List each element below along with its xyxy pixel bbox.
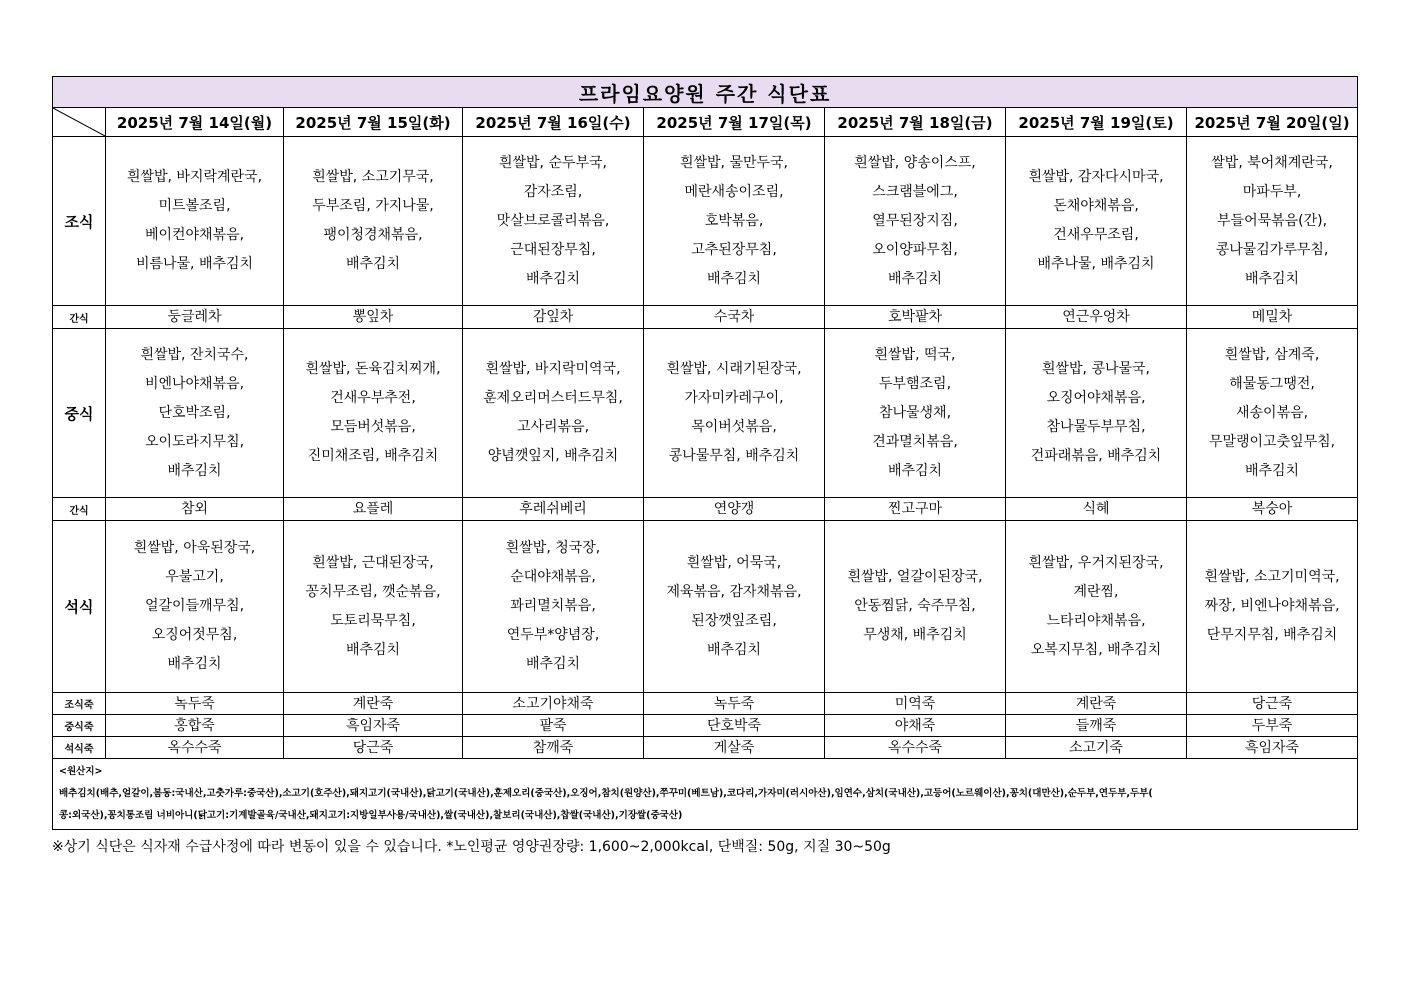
- porridge-cell: 옥수수죽: [106, 737, 284, 759]
- porridge-cell: 흑임자죽: [1187, 737, 1358, 759]
- snack-row-2: [53, 498, 1358, 521]
- porridge-cell: 당근죽: [1187, 693, 1358, 715]
- dinner-cell: [106, 521, 284, 693]
- menu-line: 단무지무침, 배추김치: [1206, 627, 1338, 643]
- menu-line: 흰쌀밥, 바지락미역국,: [485, 361, 621, 377]
- menu-line: 쌀밥, 북어채계란국,: [1211, 154, 1333, 171]
- porridge-cell: 녹두죽: [106, 693, 284, 715]
- porridge-cell: 팥죽: [463, 715, 644, 737]
- menu-line: 베이컨야채볶음,: [144, 227, 245, 243]
- menu-line: 흰쌀밥, 소고기미역국,: [1204, 569, 1340, 585]
- meal-label-snack: 간식: [53, 498, 106, 521]
- menu-line: 고사리볶음,: [516, 419, 590, 435]
- snack-cell: 수국차: [644, 306, 825, 329]
- menu-line: 흰쌀밥, 물만두국,: [679, 154, 789, 171]
- porridge-cell: 당근죽: [284, 737, 463, 759]
- menu-line: 흰쌀밥, 시래기된장국,: [666, 361, 802, 377]
- snack-cell: 찐고구마: [825, 498, 1006, 521]
- menu-line: 흰쌀밥, 근대된장국,: [312, 554, 434, 571]
- snack-cell: 연양갱: [644, 498, 825, 521]
- dinner-cell: [1187, 521, 1358, 693]
- snack-cell: 복숭아: [1187, 498, 1358, 521]
- menu-line: 오이도라지무침,: [144, 433, 245, 450]
- porridge-breakfast-row: [53, 693, 1358, 715]
- menu-line: 호박볶음,: [704, 212, 764, 229]
- dinner-cell: [644, 521, 825, 693]
- menu-line: 꽁치무조림, 깻순볶음,: [305, 583, 441, 600]
- menu-line: 흰쌀밥, 순두부국,: [498, 154, 608, 171]
- menu-line: 우불고기,: [165, 569, 224, 585]
- menu-line: 흰쌀밥, 어묵국,: [686, 554, 782, 571]
- porridge-cell: 계란죽: [1006, 693, 1187, 715]
- footnote: ※상기 식단은 식자재 수급사정에 따라 변동이 있을 수 있습니다. *노인평균 영양권장량: 1,600~2,000kcal, 단백질: 50g, 지질 30~50g: [52, 839, 891, 855]
- menu-line: 부들어묵볶음(간),: [1217, 212, 1328, 229]
- dinner-cell: [1006, 521, 1187, 693]
- menu-line: 얼갈이들깨무침,: [144, 598, 245, 614]
- porridge-cell: 두부죽: [1187, 715, 1358, 737]
- menu-line: 가자미카레구이,: [684, 390, 784, 406]
- menu-line: 두부햄조림,: [878, 375, 952, 392]
- menu-line: 두부조림, 가지나물,: [312, 198, 434, 214]
- date-header: 2025년 7월 15일(화): [284, 108, 463, 137]
- menu-line: 오징어젓무침,: [151, 627, 238, 643]
- snack-cell: 감잎차: [463, 306, 644, 329]
- lunch-cell: [1006, 329, 1187, 498]
- meal-label-porridge-dinner: 석식죽: [53, 737, 106, 759]
- porridge-cell: 홍합죽: [106, 715, 284, 737]
- menu-line: 건새우부추전,: [330, 390, 416, 406]
- menu-line: 돈채야채볶음,: [1053, 198, 1139, 214]
- menu-line: 배추김치: [1244, 462, 1300, 479]
- menu-line: 된장깻잎조림,: [691, 612, 777, 629]
- corner-cell: [53, 108, 106, 137]
- menu-line: 미트볼조림,: [158, 198, 231, 214]
- menu-line: 무생채, 배추김치: [863, 627, 967, 643]
- lunch-cell: [463, 329, 644, 498]
- menu-line: 흰쌀밥, 떡국,: [874, 346, 956, 363]
- menu-line: 콩나물김가루무침,: [1215, 241, 1329, 258]
- porridge-cell: 미역죽: [825, 693, 1006, 715]
- menu-line: 건파래볶음, 배추김치: [1030, 448, 1162, 464]
- porridge-cell: 들깨죽: [1006, 715, 1187, 737]
- origin-row: [53, 759, 1358, 830]
- dinner-cell: [463, 521, 644, 693]
- dinner-cell: [825, 521, 1006, 693]
- menu-line: 견과멸치볶음,: [872, 433, 958, 450]
- menu-line: 근대된장무침,: [510, 241, 596, 258]
- menu-line: 오징어야채볶음,: [1046, 390, 1146, 406]
- menu-line: 배추김치: [887, 462, 943, 479]
- menu-line: 오복지무침, 배추김치: [1030, 641, 1162, 658]
- porridge-cell: 야채죽: [825, 715, 1006, 737]
- menu-line: 제육볶음, 감자채볶음,: [666, 583, 802, 600]
- menu-line: 흰쌀밥, 콩나물국,: [1041, 361, 1151, 377]
- weekly-menu-table: [52, 76, 1358, 830]
- menu-line: 배추김치: [525, 656, 581, 672]
- menu-line: 스크램블에그,: [872, 183, 958, 200]
- lunch-cell: [284, 329, 463, 498]
- breakfast-cell: [284, 137, 463, 306]
- menu-line: 흰쌀밥, 아욱된장국,: [133, 540, 256, 556]
- porridge-cell: 옥수수죽: [825, 737, 1006, 759]
- lunch-cell: [1187, 329, 1358, 498]
- menu-line: 순대야채볶음,: [510, 569, 596, 585]
- date-header: 2025년 7월 16일(수): [463, 108, 644, 137]
- menu-line: 배추김치: [706, 270, 762, 287]
- porridge-cell: 소고기죽: [1006, 737, 1187, 759]
- breakfast-cell: [644, 137, 825, 306]
- porridge-cell: 흑임자죽: [284, 715, 463, 737]
- dinner-row: [53, 521, 1358, 693]
- origin-heading: <원산지>: [59, 766, 103, 777]
- meal-label-breakfast: 조식: [53, 137, 106, 306]
- menu-line: 배추김치: [167, 656, 222, 672]
- menu-line: 흰쌀밥, 양송이스프,: [854, 154, 976, 171]
- menu-line: 흰쌀밥, 청국장,: [505, 540, 601, 556]
- menu-line: 흰쌀밥, 바지락계란국,: [126, 169, 263, 185]
- snack-row-1: [53, 306, 1358, 329]
- porridge-cell: 게살죽: [644, 737, 825, 759]
- lunch-row: [53, 329, 1358, 498]
- lunch-cell: [644, 329, 825, 498]
- snack-cell: 연근우엉차: [1006, 306, 1187, 329]
- menu-line: 고추된장무침,: [691, 241, 777, 258]
- porridge-cell: 녹두죽: [644, 693, 825, 715]
- date-header: 2025년 7월 17일(목): [644, 108, 825, 137]
- menu-line: 감자조림,: [523, 183, 583, 200]
- origin-info: [53, 759, 1358, 830]
- menu-line: 열무된장지짐,: [872, 212, 958, 229]
- menu-line: 흰쌀밥, 얼갈이된장국,: [847, 569, 983, 585]
- menu-line: 콩나물무침, 배추김치: [668, 448, 800, 464]
- menu-line: 배추김치: [1244, 270, 1300, 287]
- date-header: 2025년 7월 20일(일): [1187, 108, 1358, 137]
- menu-line: 비름나물, 배추김치: [135, 256, 254, 272]
- menu-line: 모듬버섯볶음,: [330, 419, 416, 435]
- menu-line: 도토리묵무침,: [330, 612, 416, 629]
- menu-line: 짜장, 비엔나야채볶음,: [1204, 598, 1340, 614]
- menu-line: 단호박조림,: [158, 404, 231, 421]
- menu-line: 계란찜,: [1073, 583, 1119, 600]
- date-header: 2025년 7월 18일(금): [825, 108, 1006, 137]
- menu-line: 배추나물, 배추김치: [1037, 256, 1155, 272]
- menu-line: 양념깻잎지, 배추김치: [487, 448, 619, 464]
- meal-label-snack: 간식: [53, 306, 106, 329]
- menu-line: 배추김치: [345, 256, 401, 272]
- menu-line: 흰쌀밥, 삼계죽,: [1224, 346, 1320, 363]
- lunch-cell: [825, 329, 1006, 498]
- menu-line: 메란새송이조림,: [684, 183, 784, 200]
- menu-line: 목이버섯볶음,: [691, 419, 777, 435]
- menu-line: 배추김치: [525, 270, 581, 287]
- menu-line: 흰쌀밥, 우거지된장국,: [1028, 554, 1164, 571]
- menu-line: 흰쌀밥, 감자다시마국,: [1028, 169, 1164, 185]
- menu-line: 느타리야채볶음,: [1046, 612, 1146, 629]
- menu-line: 연두부*양념장,: [506, 627, 600, 643]
- origin-line: 배추김치(배추,얼갈이,봄동:국내산,고춧가루:중국산),소고기(호주산),돼지고기(국내산),닭고기(국내산),훈제오리(중국산),오징어,참치(원양산),쭈꾸미(베트남),코다리,가자미(러시아산),임연수,삼치(국내산),고등어(노르웨이산),꽁치(대만산),순두부,연두부,두부(: [59, 788, 1153, 799]
- meal-label-porridge-lunch: 중식죽: [53, 715, 106, 737]
- breakfast-cell: [1187, 137, 1358, 306]
- menu-line: 비엔나야채볶음,: [144, 375, 245, 392]
- menu-line: 배추김치: [706, 641, 762, 658]
- menu-line: 참나물생채,: [878, 404, 952, 421]
- meal-label-porridge-breakfast: 조식죽: [53, 693, 106, 715]
- porridge-dinner-row: [53, 737, 1358, 759]
- menu-line: 오이양파무침,: [872, 241, 958, 258]
- porridge-cell: 소고기야채죽: [463, 693, 644, 715]
- snack-cell: 둥글레차: [106, 306, 284, 329]
- date-header-row: [53, 108, 1358, 137]
- dinner-cell: [284, 521, 463, 693]
- snack-cell: 후레쉬베리: [463, 498, 644, 521]
- menu-line: 맛살브로콜리볶음,: [496, 212, 610, 229]
- menu-line: 새송이볶음,: [1236, 404, 1309, 421]
- menu-line: 해물동그땡전,: [1229, 375, 1315, 392]
- menu-title: 프라임요양원 주간 식단표: [53, 77, 1358, 108]
- menu-line: 흰쌀밥, 돈육김치찌개,: [305, 361, 441, 377]
- menu-line: 참나물두부무침,: [1046, 419, 1146, 435]
- porridge-cell: 참깨죽: [463, 737, 644, 759]
- menu-line: 훈제오리머스터드무침,: [483, 390, 623, 406]
- breakfast-row: [53, 137, 1358, 306]
- breakfast-cell: [106, 137, 284, 306]
- menu-line: 건새우무조림,: [1053, 227, 1139, 243]
- date-header: 2025년 7월 14일(월): [106, 108, 284, 137]
- menu-line: 배추김치: [345, 641, 401, 658]
- breakfast-cell: [825, 137, 1006, 306]
- breakfast-cell: [463, 137, 644, 306]
- meal-label-dinner: 석식: [53, 521, 106, 693]
- porridge-cell: 계란죽: [284, 693, 463, 715]
- snack-cell: 호박팥차: [825, 306, 1006, 329]
- porridge-lunch-row: [53, 715, 1358, 737]
- menu-line: 진미채조림, 배추김치: [307, 448, 439, 464]
- menu-line: 흰쌀밥, 잔치국수,: [140, 346, 249, 363]
- snack-cell: 뽕잎차: [284, 306, 463, 329]
- menu-line: 마파두부,: [1242, 183, 1302, 200]
- menu-line: 배추김치: [167, 462, 222, 479]
- date-header: 2025년 7월 19일(토): [1006, 108, 1187, 137]
- menu-line: 팽이청경채볶음,: [323, 227, 423, 243]
- porridge-cell: 단호박죽: [644, 715, 825, 737]
- breakfast-cell: [1006, 137, 1187, 306]
- menu-line: 흰쌀밥, 소고기무국,: [312, 169, 434, 185]
- snack-cell: 식혜: [1006, 498, 1187, 521]
- snack-cell: 참외: [106, 498, 284, 521]
- menu-line: 배추김치: [887, 270, 943, 287]
- menu-line: 무말랭이고춧잎무침,: [1208, 433, 1336, 450]
- snack-cell: 요플레: [284, 498, 463, 521]
- lunch-cell: [106, 329, 284, 498]
- origin-line: 콩:외국산),꽁치통조림 너비아니(닭고기:기계발골육/국내산,돼지고기:지방일부사용/국내산),쌀(국내산),찰보리(국내산),찹쌀(국내산),기장쌀(중국산): [59, 810, 683, 821]
- menu-line: 안동찜닭, 숙주무침,: [854, 598, 976, 614]
- snack-cell: 메밀차: [1187, 306, 1358, 329]
- menu-line: 꽈리멸치볶음,: [510, 598, 596, 614]
- meal-label-lunch: 중식: [53, 329, 106, 498]
